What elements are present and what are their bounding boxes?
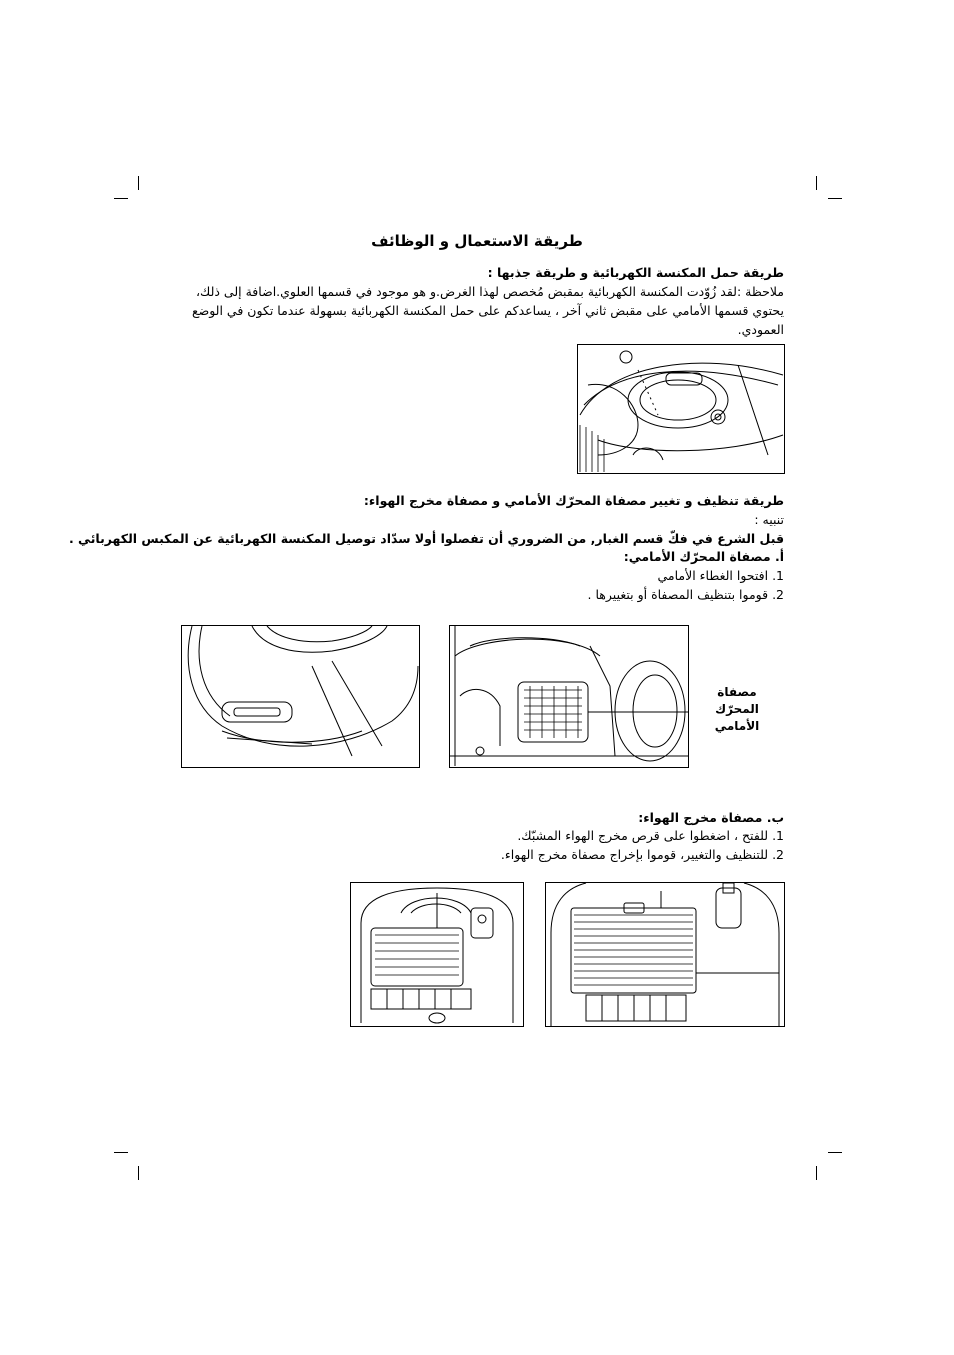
page-title: طريقة الاستعمال و الوظائف [371, 232, 583, 250]
front-motor-step-2: 2. قوموا بتنظيف المصفاة أو بتغييرها . [587, 587, 784, 602]
crop-mark [828, 198, 842, 199]
air-outlet-filter-illustration [545, 882, 785, 1027]
crop-mark [138, 176, 139, 190]
crop-mark [114, 1152, 128, 1153]
crop-mark [828, 1152, 842, 1153]
front-motor-step-1: 1. افتحوا الغطاء الأمامي [657, 568, 784, 583]
front-cover-illustration [181, 625, 420, 768]
crop-mark [816, 176, 817, 190]
vacuum-handle-illustration [577, 344, 785, 474]
air-outlet-step-1: 1. للفتح ، اضغطوا على قرص مخرج الهواء المشبّك. [517, 828, 784, 843]
crop-mark [138, 1166, 139, 1180]
callout-line: مصفاة [717, 685, 757, 699]
air-outlet-grille-illustration [350, 882, 524, 1027]
crop-mark [114, 198, 128, 199]
front-motor-heading: أ. مصفاة المحرّك الأمامي: [623, 549, 784, 564]
air-outlet-heading: ب. مصفاة مخرج الهواء: [638, 810, 784, 825]
warning-text: قبل الشرع في فكّ قسم الغبار, من الضروري أن تفصلوا أولا سدّاد توصيل المكنسة الكهربائية عن المكبس الكهربائي . [68, 531, 784, 546]
front-motor-filter-illustration [449, 625, 689, 768]
front-motor-filter-callout [706, 684, 768, 735]
carrying-heading: طريقة حمل المكنسة الكهربائية و طريقة جذبها : [487, 265, 784, 280]
callout-line: الأمامي [714, 719, 760, 733]
callout-line: المحرّك [715, 702, 759, 716]
carrying-note: ملاحظة :لقد زُوّدت المكنسة الكهربائية بمقبض مُخصص لهذا الغرض.و هو موجود في قسمها العلوي.اضافة إلى ذلك، يحتوي قسمها الأمامي على مقبض ثاني آخر ، يساعدكم على حمل المكنسة الكهربائية بسهولة عندما تكون في الوضع العمودي. [191, 284, 784, 337]
crop-mark [816, 1166, 817, 1180]
air-outlet-step-2: 2. للتنظيف والتغيير، قوموا بإخراج مصفاة مخرج الهواء. [500, 847, 784, 862]
filters-heading: طريقة تنظيف و تغيير مصفاة المحرّك الأمامي و مصفاة مخرج الهواء: [363, 493, 784, 508]
warning-label: تنبيه : [754, 512, 784, 527]
